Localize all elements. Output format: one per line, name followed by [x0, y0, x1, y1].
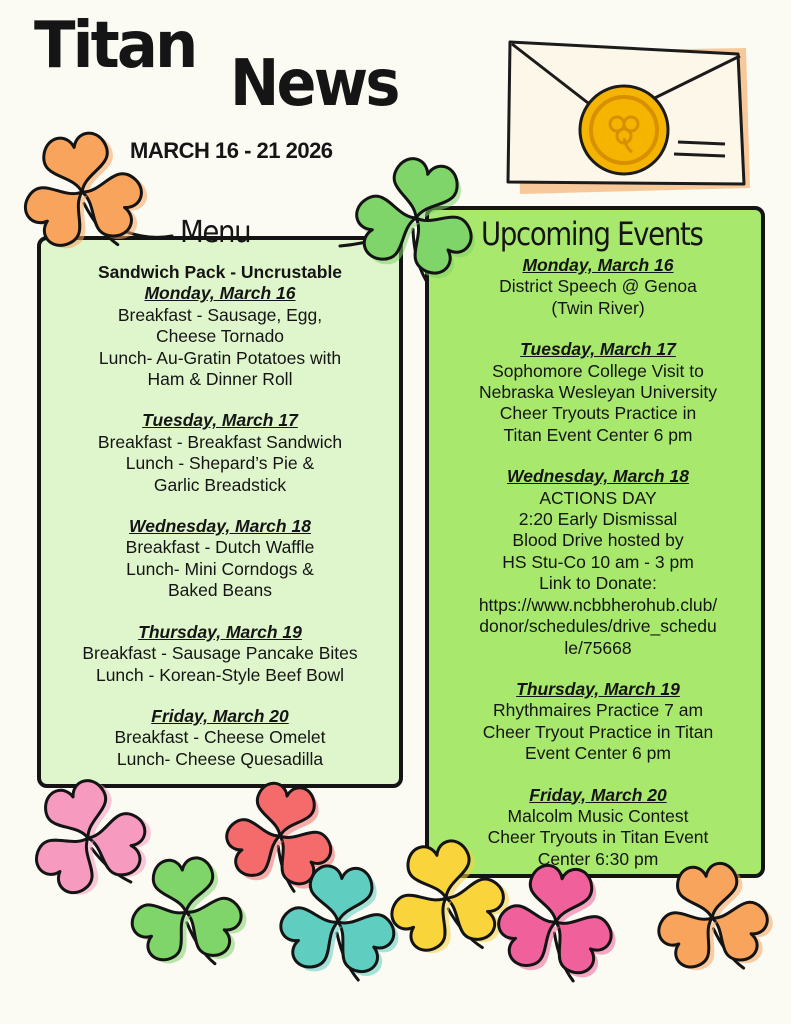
event-item: District Speech @ Genoa — [499, 276, 697, 297]
events-day-monday: Monday, March 16 — [522, 255, 674, 275]
events-day-friday: Friday, March 20 — [529, 784, 667, 805]
menu-item: Lunch- Cheese Quesadilla — [116, 748, 324, 769]
event-item: Rhythmaires Practice 7 am — [492, 700, 704, 721]
menu-day-wednesday: Wednesday, March 18 — [129, 516, 311, 537]
menu-item: Cheese Tornado — [155, 326, 285, 347]
menu-note: Sandwich Pack - Uncrustable — [97, 262, 343, 282]
menu-day-tuesday: Tuesday, March 17 — [142, 410, 298, 431]
donate-link[interactable]: donor/schedules/drive_schedu — [479, 616, 717, 637]
menu-item: Breakfast - Dutch Waffle — [125, 537, 315, 558]
menu-item: Breakfast - Cheese Omelet — [114, 727, 326, 748]
event-item: Link to Donate: — [539, 573, 657, 594]
menu-item: Lunch- Au-Gratin Potatoes with — [98, 347, 342, 368]
title-titan: Titan — [34, 9, 196, 83]
menu-item: Baked Beans — [167, 580, 273, 601]
donate-link[interactable]: le/75668 — [564, 637, 632, 658]
menu-item: Breakfast - Sausage, Egg, — [117, 304, 323, 325]
event-item: Cheer Tryouts Practice in — [499, 403, 697, 424]
menu-day-friday: Friday, March 20 — [151, 705, 289, 726]
event-item: Sophomore College Visit to — [492, 360, 704, 381]
menu-day-monday: Monday, March 16 — [144, 283, 296, 304]
menu-heading: Menu — [180, 215, 251, 250]
event-item: HS Stu-Co 10 am - 3 pm — [502, 551, 694, 572]
event-item: Cheer Tryouts in Titan Event — [487, 827, 709, 848]
events-day-wednesday: Wednesday, March 18 — [507, 466, 689, 487]
event-item: Titan Event Center 6 pm — [503, 424, 693, 445]
event-item: (Twin River) — [551, 297, 645, 318]
menu-day-thursday: Thursday, March 19 — [138, 621, 302, 642]
date-range: MARCH 16 - 21 2026 — [130, 138, 333, 163]
shamrock-icon — [485, 859, 631, 989]
menu-item: Breakfast - Sausage Pancake Bites — [82, 643, 358, 664]
menu-item: Garlic Breadstick — [153, 474, 287, 495]
menu-item: Breakfast - Breakfast Sandwich — [97, 431, 343, 452]
menu-item: Lunch - Shepard’s Pie & — [125, 453, 315, 474]
event-item: Nebraska Wesleyan University — [479, 382, 717, 403]
event-item: Blood Drive hosted by — [512, 530, 684, 551]
menu-item: Lunch - Korean-Style Beef Bowl — [95, 664, 345, 685]
shamrock-icon — [373, 830, 525, 968]
shamrock-icon — [10, 763, 172, 914]
title-news: News — [230, 47, 398, 121]
shamrock-icon — [8, 124, 162, 263]
events-day-tuesday: Tuesday, March 17 — [520, 339, 676, 360]
event-item: ACTIONS DAY — [539, 487, 657, 508]
shamrock-icon — [337, 146, 498, 294]
donate-link[interactable]: https://www.ncbbherohub.club/ — [478, 594, 718, 615]
events-day-thursday: Thursday, March 19 — [516, 678, 680, 699]
shamrock-icon — [644, 856, 785, 982]
event-item: Cheer Tryout Practice in Titan — [482, 721, 714, 742]
event-item: 2:20 Early Dismissal — [518, 509, 678, 530]
menu-item: Lunch- Mini Corndogs & — [126, 558, 314, 579]
menu-item: Ham & Dinner Roll — [147, 369, 293, 390]
events-heading: Upcoming Events — [481, 215, 703, 253]
event-item: Malcolm Music Contest — [507, 805, 689, 826]
event-item: Center 6:30 pm — [537, 848, 659, 869]
event-item: Event Center 6 pm — [525, 743, 671, 764]
